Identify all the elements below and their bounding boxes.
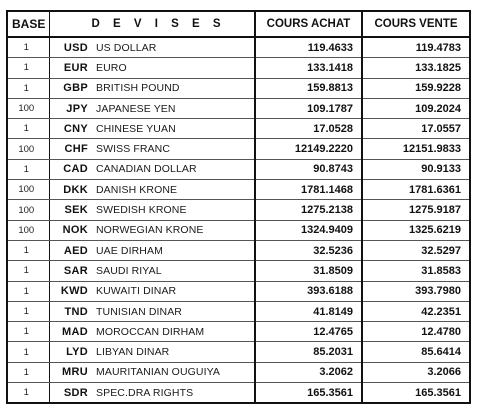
buy-rate: 109.1787 [255,98,362,118]
sell-rate: 1325.6219 [362,220,469,240]
currency-code: GBP [49,78,96,98]
currency-name: SWISS FRANC [96,139,255,159]
buy-rate: 3.2062 [255,362,362,382]
currency-name: DANISH KRONE [96,180,255,200]
table-body [8,37,469,402]
buy-rate: 133.1418 [255,58,362,78]
sell-rate: 17.0557 [362,119,469,139]
table-row [8,322,469,342]
buy-rate: 119.4633 [255,37,362,58]
currency-name: CHINESE YUAN [96,119,255,139]
header-devises: D E V I S E S [49,11,255,37]
table-row [8,342,469,362]
base-cell: 1 [8,301,49,321]
buy-rate: 393.6188 [255,281,362,301]
currency-name: MOROCCAN DIRHAM [96,322,255,342]
currency-code: CAD [49,159,96,179]
table-row [8,220,469,240]
currency-name: CANADIAN DOLLAR [96,159,255,179]
table-row [8,200,469,220]
table-row [8,240,469,260]
currency-code: LYD [49,342,96,362]
base-cell: 1 [8,342,49,362]
base-cell: 1 [8,37,49,58]
buy-rate: 1781.1468 [255,180,362,200]
base-cell: 1 [8,240,49,260]
header-cours-vente: COURS VENTE [362,11,469,37]
buy-rate: 85.2031 [255,342,362,362]
base-cell: 1 [8,119,49,139]
table-header-row [8,11,469,37]
sell-rate: 165.3561 [415,386,461,399]
base-cell: 100 [8,98,49,118]
base-cell: 100 [8,220,49,240]
base-cell: 1 [8,322,49,342]
table-row [8,362,469,382]
exchange-rate-table [8,10,469,402]
currency-code: MAD [49,322,96,342]
currency-name: TUNISIAN DINAR [96,301,255,321]
sell-rate: 1781.6361 [362,180,469,200]
buy-rate: 165.3561 [255,383,362,403]
buy-rate: 90.8743 [255,159,362,179]
base-cell: 100 [8,180,49,200]
header-base: BASE [8,11,49,37]
currency-code: DKK [49,180,96,200]
base-cell: 100 [8,200,49,220]
sell-rate: 3.2066 [362,362,469,382]
currency-code: KWD [49,281,96,301]
currency-code: MRU [49,362,96,382]
buy-rate: 12.4765 [255,322,362,342]
currency-code: EUR [49,58,96,78]
currency-name: JAPANESE YEN [96,98,255,118]
sell-rate: 159.9228 [362,78,469,98]
buy-rate: 12149.2220 [255,139,362,159]
exchange-rate-sheet [6,10,471,404]
currency-code: CNY [49,119,96,139]
base-cell: 1 [8,58,49,78]
base-cell: 1 [8,281,49,301]
buy-rate: 159.8813 [255,78,362,98]
table-row [8,180,469,200]
sell-rate: 31.8583 [362,261,469,281]
currency-name: EURO [96,58,255,78]
sell-rate: 12151.9833 [362,139,469,159]
table-row [8,159,469,179]
buy-rate: 1275.2138 [255,200,362,220]
currency-name: MAURITANIAN OUGUIYA [96,362,255,382]
currency-code: TND [49,301,96,321]
base-cell: 1 [8,362,49,382]
currency-name: LIBYAN DINAR [96,342,255,362]
currency-code: CHF [49,139,96,159]
table-row [8,383,469,403]
currency-name: BRITISH POUND [96,78,255,98]
table-row [8,301,469,321]
currency-code: JPY [49,98,96,118]
currency-name: UAE DIRHAM [96,240,255,260]
currency-code: AED [49,240,96,260]
sell-rate: 42.2351 [362,301,469,321]
sell-rate: 1275.9187 [362,200,469,220]
header-cours-achat: COURS ACHAT [255,11,362,37]
currency-name: SAUDI RIYAL [96,261,255,281]
buy-rate: 41.8149 [255,301,362,321]
table-row [8,58,469,78]
currency-name: NORWEGIAN KRONE [96,220,255,240]
sell-rate: 109.2024 [362,98,469,118]
table-row [8,261,469,281]
table-row [8,98,469,118]
table-row [8,78,469,98]
currency-name: SPEC.DRA RIGHTS [96,386,194,399]
sell-rate: 393.7980 [362,281,469,301]
currency-name: SWEDISH KRONE [96,200,255,220]
currency-code: SAR [49,261,96,281]
sell-rate: 85.6414 [362,342,469,362]
table-row [8,139,469,159]
table-row [8,281,469,301]
table-row [8,37,469,58]
sell-rate: 12.4780 [362,322,469,342]
table-row [8,119,469,139]
currency-name: KUWAITI DINAR [96,281,255,301]
base-cell: 1 [8,78,49,98]
base-cell: 100 [8,139,49,159]
currency-code: SEK [49,200,96,220]
buy-rate: 31.8509 [255,261,362,281]
sell-rate: 119.4783 [362,37,469,58]
sell-rate: 32.5297 [362,240,469,260]
base-cell: 1 [8,261,49,281]
currency-code: USD [49,37,96,58]
sell-rate: 133.1825 [362,58,469,78]
buy-rate: 1324.9409 [255,220,362,240]
currency-code: NOK [49,220,96,240]
buy-rate: 32.5236 [255,240,362,260]
base-cell: 1 [8,383,49,403]
currency-name: US DOLLAR [96,37,255,58]
buy-rate: 17.0528 [255,119,362,139]
currency-code: SDR [63,386,88,399]
sell-rate: 90.9133 [362,159,469,179]
base-cell: 1 [8,159,49,179]
